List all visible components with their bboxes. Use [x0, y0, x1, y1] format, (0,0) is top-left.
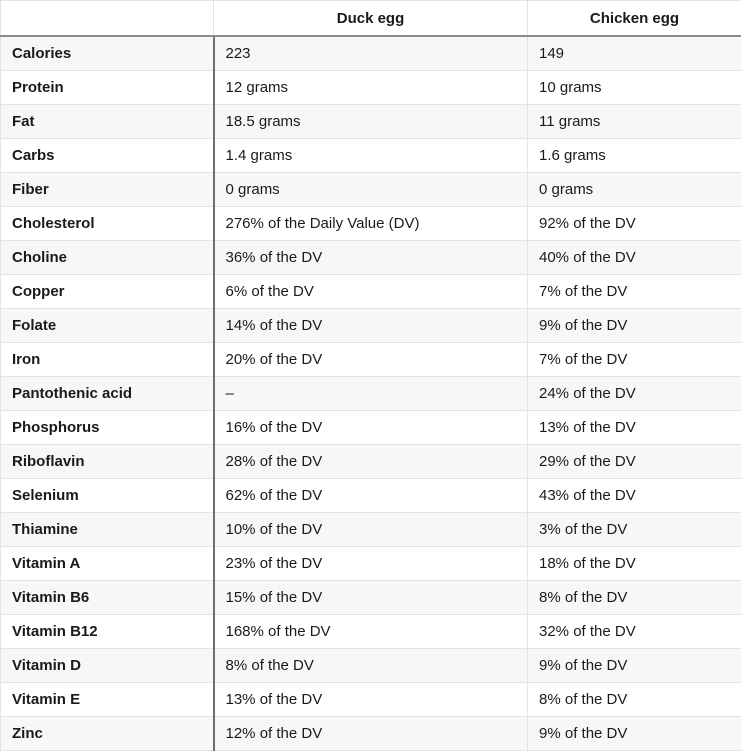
duck-egg-value-cell: 12 grams	[214, 71, 528, 105]
chicken-egg-value-cell: 11 grams	[528, 105, 741, 139]
duck-egg-value-cell: 223	[214, 36, 528, 71]
table-row	[1, 377, 741, 411]
duck-egg-value-cell: 20% of the DV	[214, 343, 528, 377]
chicken-egg-value-cell: 7% of the DV	[528, 275, 741, 309]
nutrient-name-cell: Fat	[1, 105, 214, 139]
table-row	[1, 71, 741, 105]
duck-egg-value-cell: 168% of the DV	[214, 615, 528, 649]
duck-egg-value-cell: 28% of the DV	[214, 445, 528, 479]
nutrient-name-cell: Iron	[1, 343, 214, 377]
header-cell-chicken-egg: Chicken egg	[528, 1, 741, 37]
nutrient-name-cell: Protein	[1, 71, 214, 105]
duck-egg-value-cell: 15% of the DV	[214, 581, 528, 615]
table-row	[1, 479, 741, 513]
table-row	[1, 683, 741, 717]
header-cell-duck-egg: Duck egg	[214, 1, 528, 37]
chicken-egg-value-cell: 149	[528, 36, 741, 71]
table-row	[1, 343, 741, 377]
duck-egg-value-cell: 8% of the DV	[214, 649, 528, 683]
duck-egg-value-cell: 62% of the DV	[214, 479, 528, 513]
chicken-egg-value-cell: 24% of the DV	[528, 377, 741, 411]
chicken-egg-value-cell: 1.6 grams	[528, 139, 741, 173]
nutrient-name-cell: Copper	[1, 275, 214, 309]
duck-egg-value-cell: 18.5 grams	[214, 105, 528, 139]
chicken-egg-value-cell: 7% of the DV	[528, 343, 741, 377]
nutrient-name-cell: Folate	[1, 309, 214, 343]
chicken-egg-value-cell: 18% of the DV	[528, 547, 741, 581]
nutrient-name-cell: Phosphorus	[1, 411, 214, 445]
chicken-egg-value-cell: 9% of the DV	[528, 309, 741, 343]
chicken-egg-value-cell: 10 grams	[528, 71, 741, 105]
nutrient-name-cell: Selenium	[1, 479, 214, 513]
duck-egg-value-cell: –	[214, 377, 528, 411]
table-row	[1, 173, 741, 207]
nutrient-name-cell: Zinc	[1, 717, 214, 751]
duck-egg-value-cell: 14% of the DV	[214, 309, 528, 343]
duck-egg-value-cell: 1.4 grams	[214, 139, 528, 173]
table-row	[1, 513, 741, 547]
chicken-egg-value-cell: 9% of the DV	[528, 649, 741, 683]
nutrient-name-cell: Vitamin A	[1, 547, 214, 581]
duck-egg-value-cell: 16% of the DV	[214, 411, 528, 445]
duck-egg-value-cell: 36% of the DV	[214, 241, 528, 275]
duck-egg-value-cell: 10% of the DV	[214, 513, 528, 547]
chicken-egg-value-cell: 13% of the DV	[528, 411, 741, 445]
nutrient-name-cell: Thiamine	[1, 513, 214, 547]
chicken-egg-value-cell: 92% of the DV	[528, 207, 741, 241]
duck-egg-value-cell: 6% of the DV	[214, 275, 528, 309]
nutrient-name-cell: Vitamin E	[1, 683, 214, 717]
table-row	[1, 717, 741, 751]
header-cell-nutrient	[1, 1, 214, 37]
nutrient-name-cell: Cholesterol	[1, 207, 214, 241]
chicken-egg-value-cell: 29% of the DV	[528, 445, 741, 479]
nutrient-name-cell: Calories	[1, 36, 214, 71]
nutrient-name-cell: Riboflavin	[1, 445, 214, 479]
chicken-egg-value-cell: 3% of the DV	[528, 513, 741, 547]
table-row	[1, 241, 741, 275]
table-row	[1, 649, 741, 683]
chicken-egg-value-cell: 0 grams	[528, 173, 741, 207]
nutrient-name-cell: Choline	[1, 241, 214, 275]
table-row	[1, 207, 741, 241]
table-row	[1, 105, 741, 139]
chicken-egg-value-cell: 32% of the DV	[528, 615, 741, 649]
table-row	[1, 581, 741, 615]
nutrient-name-cell: Pantothenic acid	[1, 377, 214, 411]
chicken-egg-value-cell: 40% of the DV	[528, 241, 741, 275]
table-row	[1, 309, 741, 343]
duck-egg-value-cell: 0 grams	[214, 173, 528, 207]
chicken-egg-value-cell: 8% of the DV	[528, 581, 741, 615]
nutrient-name-cell: Vitamin D	[1, 649, 214, 683]
table-row	[1, 547, 741, 581]
duck-egg-value-cell: 276% of the Daily Value (DV)	[214, 207, 528, 241]
header-row	[1, 1, 741, 37]
table-row	[1, 36, 741, 71]
table-row	[1, 445, 741, 479]
table-row	[1, 275, 741, 309]
table-body	[1, 36, 741, 751]
table-row	[1, 615, 741, 649]
nutrient-name-cell: Vitamin B6	[1, 581, 214, 615]
chicken-egg-value-cell: 43% of the DV	[528, 479, 741, 513]
nutrient-name-cell: Fiber	[1, 173, 214, 207]
table-row	[1, 139, 741, 173]
duck-egg-value-cell: 23% of the DV	[214, 547, 528, 581]
duck-egg-value-cell: 13% of the DV	[214, 683, 528, 717]
nutrient-name-cell: Carbs	[1, 139, 214, 173]
table-header	[1, 1, 741, 37]
chicken-egg-value-cell: 8% of the DV	[528, 683, 741, 717]
chicken-egg-value-cell: 9% of the DV	[528, 717, 741, 751]
nutrient-name-cell: Vitamin B12	[1, 615, 214, 649]
duck-egg-value-cell: 12% of the DV	[214, 717, 528, 751]
table-row	[1, 411, 741, 445]
